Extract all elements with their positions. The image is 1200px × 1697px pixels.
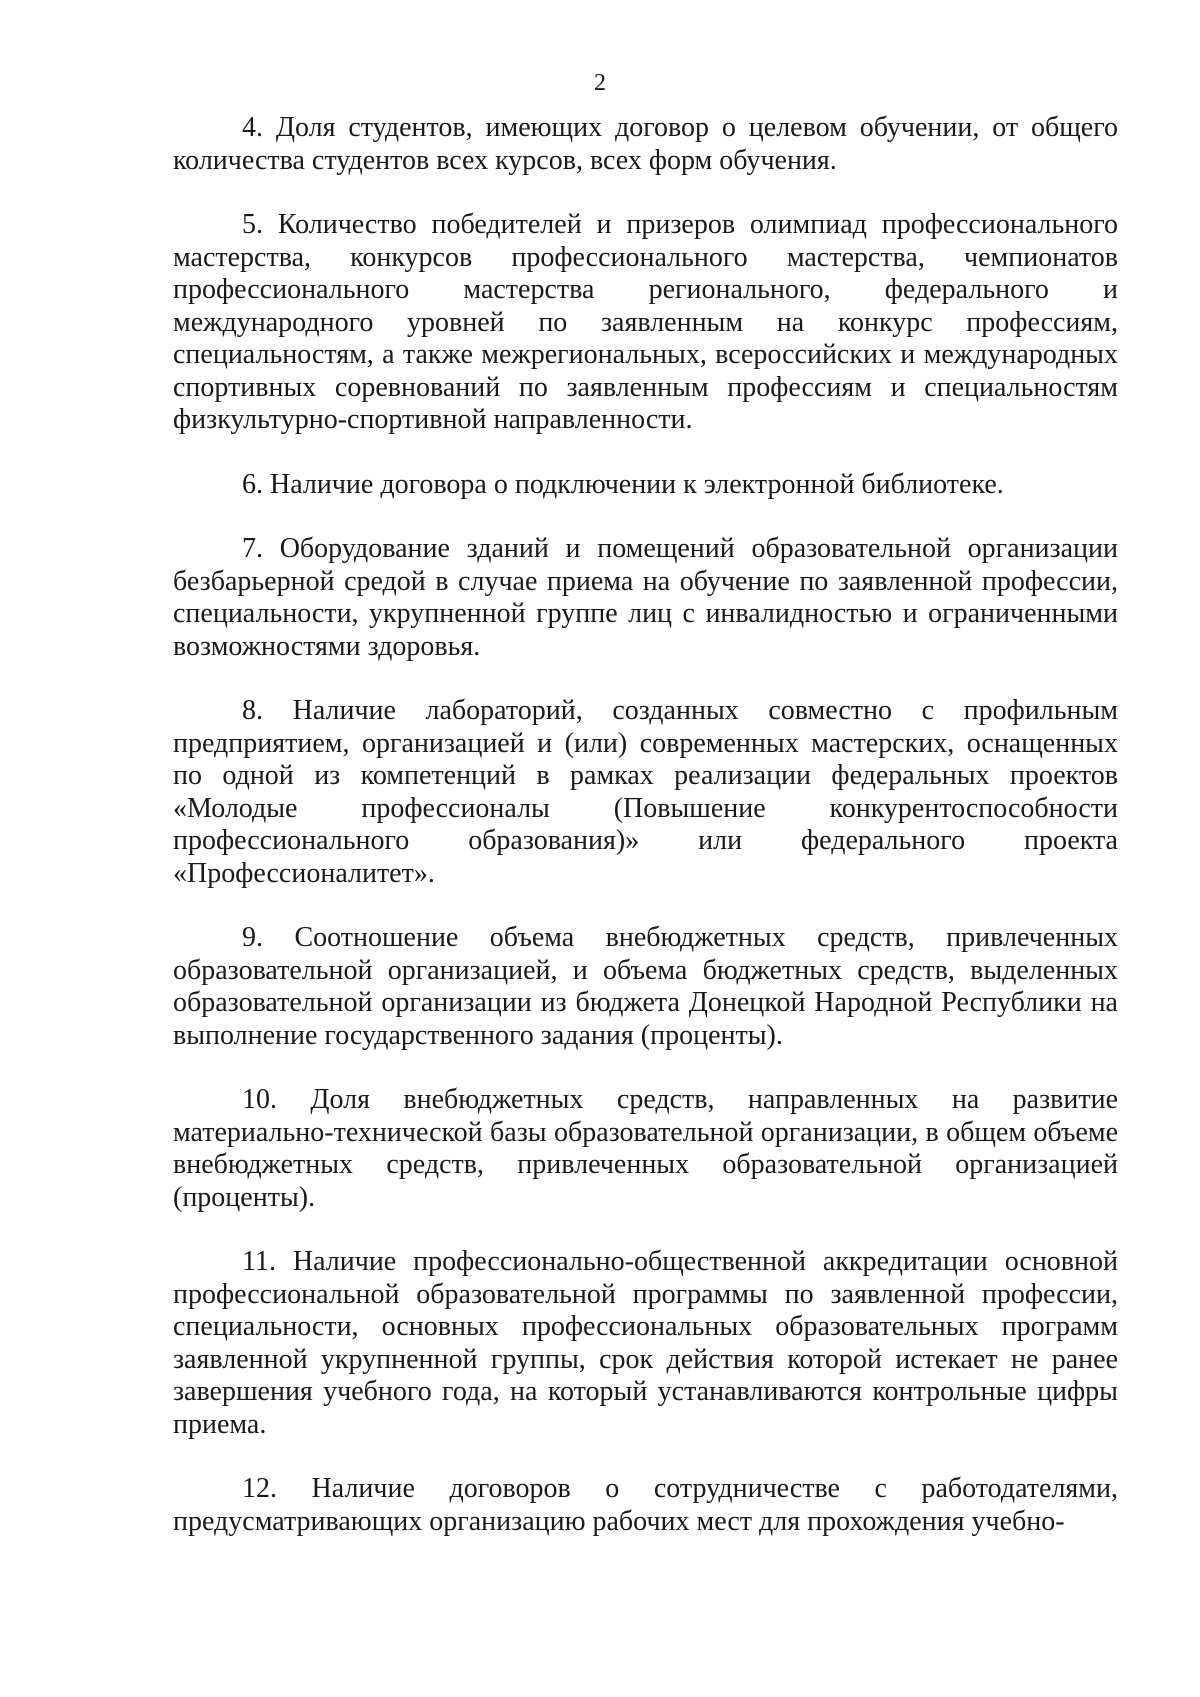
paragraph-8: 8. Наличие лабораторий, созданных совместно с профильным предприятием, организацией и (или) современных мастерских, оснащенных по одной из компетенций в рамках реализации федеральных проектов «Молодые профессионалы (Повышение конкурентоспособности профессионального образования)» или федерального проекта «Профессионалитет». bbox=[173, 695, 1118, 889]
paragraph-12: 12. Наличие договоров о сотрудничестве с работодателями, предусматривающих организацию рабочих мест для прохождения учебно- bbox=[173, 1473, 1118, 1537]
paragraph-5: 5. Количество победителей и призеров олимпиад профессионального мастерства, конкурсов профессионального мастерства, чемпионатов профессионального мастерства регионального, федерального и международного уровней по заявленным на конкурс профессиям, специальностям, а также межрегиональных, всероссийских и международных спортивных соревнований по заявленным профессиям и специальностям физкультурно-спортивной направленности. bbox=[173, 209, 1118, 435]
paragraph-11: 11. Наличие профессионально-общественной аккредитации основной профессиональной образовательной программы по заявленной профессии, специальности, основных профессиональных образовательных программ заявленной укрупненной группы, срок действия которой истекает не ранее завершения учебного года, на который устанавливаются контрольные цифры приема. bbox=[173, 1246, 1118, 1440]
document-body bbox=[173, 112, 1118, 1570]
paragraph-7: 7. Оборудование зданий и помещений образовательной организации безбарьерной средой в случае приема на обучение по заявленной профессии, специальности, укрупненной группе лиц с инвалидностью и ограниченными возможностями здоровья. bbox=[173, 533, 1118, 662]
paragraph-6: 6. Наличие договора о подключении к электронной библиотеке. bbox=[242, 468, 1004, 500]
paragraph-10: 10. Доля внебюджетных средств, направленных на развитие материально-технической базы образовательной организации, в общем объеме внебюджетных средств, привлеченных образовательной организацией (проценты). bbox=[173, 1084, 1118, 1213]
paragraph-9: 9. Соотношение объема внебюджетных средств, привлеченных образовательной организацией, и объема бюджетных средств, выделенных образовательной организации из бюджета Донецкой Народной Республики на выполнение государственного задания (проценты). bbox=[173, 922, 1118, 1051]
paragraph-4: 4. Доля студентов, имеющих договор о целевом обучении, от общего количества студентов всех курсов, всех форм обучения. bbox=[173, 112, 1118, 176]
page-number: 2 bbox=[594, 70, 606, 96]
